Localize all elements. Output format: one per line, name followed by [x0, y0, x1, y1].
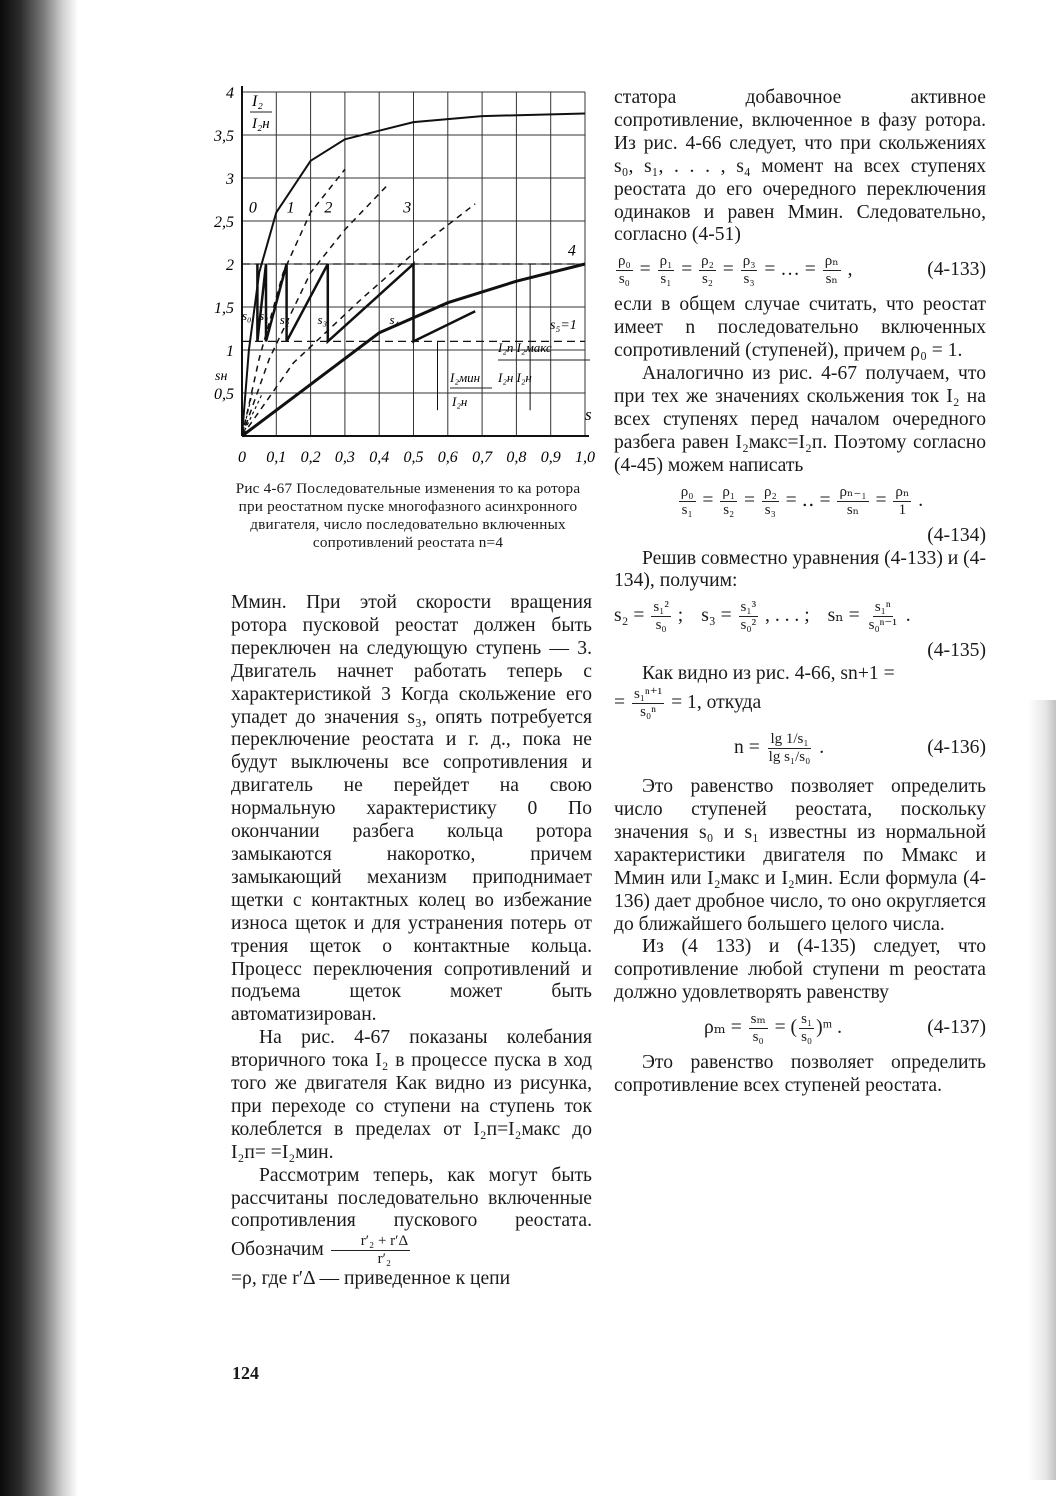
s5-label: s₅=1	[550, 318, 577, 333]
x-tick-label: 0,3	[334, 449, 355, 466]
annotation-max: I₂п I₂макс	[498, 340, 552, 355]
paragraph: если в общем случае считать, что реостат имеет n последовательно включенных сопротивлений (ступеней), причем ρ₀ = 1.	[614, 294, 986, 362]
annotation-min: I₂мин	[450, 370, 481, 385]
book-spine-shadow	[0, 0, 78, 1496]
y-tick-label: 0,5	[214, 386, 234, 403]
curve-label: 1	[286, 199, 295, 217]
x-tick-label: 1,0	[575, 449, 595, 466]
slip-label: s₁	[259, 307, 269, 323]
x-tick-label: 0,8	[506, 449, 527, 466]
y-tick-label: 2,5	[214, 214, 234, 231]
y-axis-label-num: I₂	[252, 93, 263, 110]
y-axis-label	[250, 93, 272, 132]
y-tick-label: 1,5	[214, 300, 234, 317]
sn-label: sн	[215, 369, 228, 384]
curve-label: 0	[248, 199, 257, 217]
x-tick-label: 0,5	[403, 449, 424, 466]
paragraph: Это равенство позволяет определить сопротивление всех ступеней реостата.	[614, 1052, 986, 1097]
paragraph: Как видно из рис. 4-66, sn+1 =	[642, 663, 895, 685]
equation-4-135: s₂ = $\frac{\text{s₁²}}{\text{s₀}}$ ; s₃ = $\frac{\text{s₁³}}{\text{s₀²}}$ , . . . ; sₙ = $\frac{\text{s₁ⁿ}}{\text{s₀ⁿ⁻¹}}$ .	[614, 599, 911, 634]
y-tick-label: 3,5	[214, 128, 234, 145]
y-tick-labels	[213, 85, 234, 403]
y-axis-label-den: I₂н	[252, 116, 270, 132]
left-column	[231, 592, 592, 1291]
x-tick-label: 0,1	[266, 449, 287, 466]
equation-4-134: $\frac{\text{ρ₀}}{\text{s₁}}$ = $\frac{\text{ρ₁}}{\text{s₂}}$ = $\frac{\text{ρ₂}}{\text{s₃}}$ = ‥ = $\frac{\text{ρₙ₋₁}}{\text{sₙ}}$ = $\frac{\text{ρₙ}}{1}$ .	[680, 483, 924, 518]
equation-4-137: ρₘ = $\frac{\text{sₘ}}{\text{s₀}}$ = ( $\frac{\text{s₁}}{\text{s₀}}$ )ᵐ . (4-137)	[704, 1011, 986, 1046]
slip-label: s₀	[242, 307, 252, 323]
paragraph: = $\frac{\text{s₁ⁿ⁺¹}}{\text{s₀ⁿ}}$ = 1, откуда	[614, 686, 762, 721]
paragraph: Mмин. При этой скорости вращения ротора пусковой реостат должен быть переключен на следующую ступень — 3. Двигатель начнет работать теперь с характеристикой 3 Когда скольжение его упадет до значения s₃, опять потребуется переключение реостата и г. д., пока не будут выключены все сопротивления и двигатель не перейдет на свою нормальную характеристику 0 По окончании разбега кольца ротора замыкаются накоротко, причем замыкающий механизм приподнимает щетки с контактных колец во избежание износа щеток и для устранения потерь от трения щеток о контактные кольца. Процесс переключения сопротивлений и подъема щеток может быть автоматизирован.	[231, 592, 592, 1026]
paragraph: Это равенство позволяет определить число ступеней реостата, поскольку значения s₀ и s₁ известны из нормальной характеристики двигателя по Mмакс и Mмин или I₂макс и I₂мин. Если формула (4-136) дает дробное число, то оно округляется до ближайшего большего целого числа.	[614, 776, 986, 935]
series-line-3-dashed	[242, 204, 475, 436]
chart-axes	[242, 86, 589, 436]
curve-label: 3	[403, 199, 412, 217]
paragraph: Решив совместно уравнения (4-133) и (4-134), получим:	[614, 547, 986, 592]
y-tick-label: 1	[226, 343, 234, 360]
x-tick-label: 0,6	[437, 449, 458, 466]
resistance-fraction: $\frac{\text{r′₂ + r′Δ}}{\text{r′₂}}$	[331, 1233, 410, 1268]
figure-4-67	[200, 70, 600, 470]
paragraph: Рассмотрим теперь, как могут быть рассчитаны последовательно включенные сопротивления пускового реостата. Обозначим $\frac{\text{r′₂ + r′Δ}}{\text{r′₂}}$	[231, 1164, 592, 1268]
figure-caption: Рис 4-67 Последовательные изменения то ка ротора при реостатном пуске многофазного асинхронного двигателя, число последовательно включенных сопротивлений реостата n=4	[235, 480, 581, 551]
curve-label: 2	[324, 199, 333, 217]
y-tick-label: 3	[226, 171, 234, 188]
x-tick-label: 0	[238, 449, 246, 466]
y-tick-label: 4	[226, 85, 234, 102]
paragraph: статора добавочное активное сопротивление, включенное в фазу ротора. Из рис. 4-66 следует, что при скольжениях s₀, s₁, . . . , s₄ момент на всех ступенях реостата до его очередного переключения одинаков и равен Mмин. Следовательно, согласно (4-51)	[614, 87, 986, 246]
slip-label: s₃	[317, 312, 328, 328]
y-tick-label: 2	[226, 257, 234, 274]
x-tick-label: 0,2	[300, 449, 321, 466]
slip-label: s₄	[389, 312, 400, 328]
paragraph: На рис. 4-67 показаны колебания вторичного тока I₂ в процессе пуска в ход того же двигателя Как видно из рисунка, при переходе со ступени на ступень ток колеблется в пределах от I₂п=I₂макс до I₂п= =I₂мин.	[231, 1027, 592, 1163]
page-edge-shadow	[1028, 700, 1056, 1480]
curve-label: 4	[567, 242, 576, 260]
x-tick-labels	[238, 449, 595, 466]
annotation-max-den: I₂н I₂н	[498, 370, 532, 385]
page-number: 124	[232, 1363, 259, 1383]
sawtooth-current	[257, 264, 475, 341]
annotation-min-den: I₂н	[452, 394, 468, 409]
x-tick-label: 0,4	[369, 449, 390, 466]
paragraph: Из (4 133) и (4-135) следует, что сопротивление любой ступени m реостата должно удовлетворять равенству	[614, 936, 986, 1004]
x-axis-label: s	[585, 405, 592, 424]
paragraph: Аналогично из рис. 4-67 получаем, что при тех же значениях скольжения ток I₂ на всех ступенях перед началом очередного разбега равен I₂макс=I₂п. Поэтому согласно (4-45) можем написать	[614, 363, 986, 476]
x-tick-label: 0,9	[540, 449, 561, 466]
paragraph: =ρ, где r′Δ — приведенное к цепи	[231, 1268, 511, 1290]
right-column: статора добавочное активное сопротивление, включенное в фазу ротора. Из рис. 4-66 следует, что при скольжениях s₀, s₁, . . . , s₄ момент на всех ступенях реостата до его очередного переключения одинаков и равен Mмин. Следовательно, согласно (4-51) $\frac{\text{ρ₀}}{\text{s₀}}$ = $\frac{\text{ρ₁}}{\text{s₁}}$ = $\frac{\text{ρ₂}}{\text{s₂}}$ = $\frac{\text{ρ₃}}{\text{s₃}}$ = … = $\frac{\text{ρₙ}}{\text{sₙ}}$ , (4-133) если в общем случае считать, что реостат имеет n последовательно включенных сопротивлений (ступеней), причем ρ₀ = 1. Аналогично из рис. 4-67 получаем, что при тех же значениях скольжения ток I₂ на всех ступенях перед началом очередного разбега равен I₂макс=I₂п. Поэтому согласно (4-45) можем написать $\frac{\text{ρ₀}}{\text{s₁}}$ = $\frac{\text{ρ₁}}{\text{s₂}}$ = $\frac{\text{ρ₂}}{\text{s₃}}$ = ‥ = $\frac{\text{ρₙ₋₁}}{\text{sₙ}}$ = $\frac{\text{ρₙ}}{1}$ . (4-134) Решив совместно уравнения (4-133) и (4-134), получим: s₂ = $\frac{\text{s₁²}}{\text{s₀}}$ ; s₃ = $\frac{\text{s₁³}}{\text{s₀²}}$ , . . . ; sₙ = $\frac{\text{s₁ⁿ}}{\text{s₀ⁿ⁻¹}}$ . (4-135) Как видно из рис. 4-66, sn+1 = = $\frac{\text{s₁ⁿ⁺¹}}{\text{s₀ⁿ}}$ = 1, откуда n = $\frac{\text{lg 1/s₁}}{\text{lg s₁/s₀}}$ . (4-136) Это равенство позволяет определить число ступеней реостата, поскольку значения s₀ и s₁ известны из нормальной характеристики двигателя по Mмакс и Mмин или I₂макс и I₂мин. Если формула (4-136) дает дробное число, то оно округляется до ближайшего большего целого числа. Из (4 133) и (4-135) следует, что сопротивление любой ступени m реостата должно удовлетворять равенству ρₘ = $\frac{\text{sₘ}}{\text{s₀}}$ = ( $\frac{\text{s₁}}{\text{s₀}}$ )ᵐ . (4-137) Это равенство позволяет определить сопротивление всех ступеней реостата.	[614, 87, 986, 1097]
curve-labels	[249, 199, 576, 259]
slip-label: s₂	[279, 312, 290, 328]
equation-4-136: n = $\frac{\text{lg 1/s₁}}{\text{lg s₁/s₀}}$ . (4-136)	[734, 731, 986, 766]
equation-4-133: $\frac{\text{ρ₀}}{\text{s₀}}$ = $\frac{\text{ρ₁}}{\text{s₁}}$ = $\frac{\text{ρ₂}}{\text{s₂}}$ = $\frac{\text{ρ₃}}{\text{s₃}}$ = … = $\frac{\text{ρₙ}}{\text{sₙ}}$ , (4-133)	[618, 253, 986, 288]
x-tick-label: 0,7	[472, 449, 493, 466]
